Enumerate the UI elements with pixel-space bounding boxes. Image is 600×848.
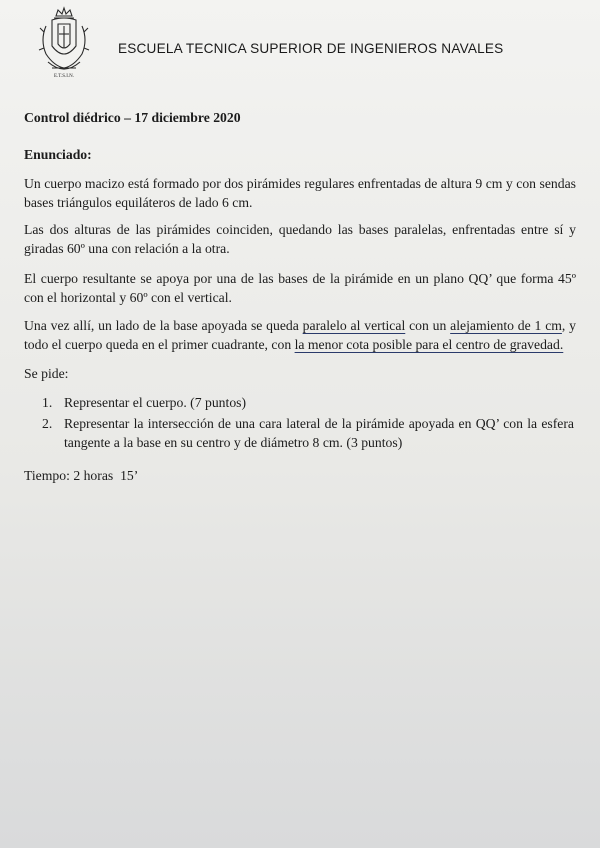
se-pide-label: Se pide: bbox=[24, 366, 69, 381]
list-item bbox=[42, 414, 574, 452]
paragraph-4 bbox=[24, 316, 576, 354]
section-heading: Enunciado: bbox=[24, 147, 92, 162]
list-item-text: Representar el cuerpo. (7 puntos) bbox=[64, 395, 247, 410]
time-limit: Tiempo: 2 horas 15’ bbox=[24, 468, 139, 483]
paragraph-4-text: Una vez allí, un lado de la base apoyada se queda bbox=[24, 318, 303, 333]
list-item bbox=[42, 393, 574, 412]
list-item-number: 2. bbox=[42, 416, 53, 431]
underlined-phrase: paralelo al vertical bbox=[302, 318, 406, 333]
svg-text:E.T.S.I.N.: E.T.S.I.N. bbox=[53, 74, 75, 79]
list-item-number: 1. bbox=[42, 395, 53, 410]
paragraph-4-text: con un bbox=[405, 318, 451, 333]
list-item-text: Representar la intersección de una cara lateral de la pirámide apoyada en QQ’ con la esfera tangente a la base en su centro y de diámetro 8 cm. (3 puntos) bbox=[64, 416, 574, 450]
underlined-phrase: alejamiento de 1 cm bbox=[450, 318, 562, 333]
task-list bbox=[42, 393, 574, 454]
paragraph-2: Las dos alturas de las pirámides coinciden, quedando las bases paralelas, enfrentadas entre sí y giradas 60º una con relación a la otra. bbox=[24, 222, 576, 256]
paragraph-4-text: , y todo el cuerpo queda en el primer cuadrante, con bbox=[24, 318, 576, 352]
school-name: ESCUELA TECNICA SUPERIOR DE INGENIEROS NAVALES bbox=[118, 41, 504, 56]
exam-title: Control diédrico – 17 diciembre 2020 bbox=[24, 110, 241, 125]
crest-seal-icon bbox=[36, 6, 92, 80]
underlined-phrase: la menor cota posible para el centro de gravedad. bbox=[294, 337, 564, 352]
paragraph-3: El cuerpo resultante se apoya por una de las bases de la pirámide en un plano QQ’ que forma 45º con el horizontal y 60º con el vertical. bbox=[24, 271, 576, 305]
paragraph-1: Un cuerpo macizo está formado por dos pirámides regulares enfrentadas de altura 9 cm y con sendas bases triángulos equiláteros de lado 6 cm. bbox=[24, 176, 576, 210]
